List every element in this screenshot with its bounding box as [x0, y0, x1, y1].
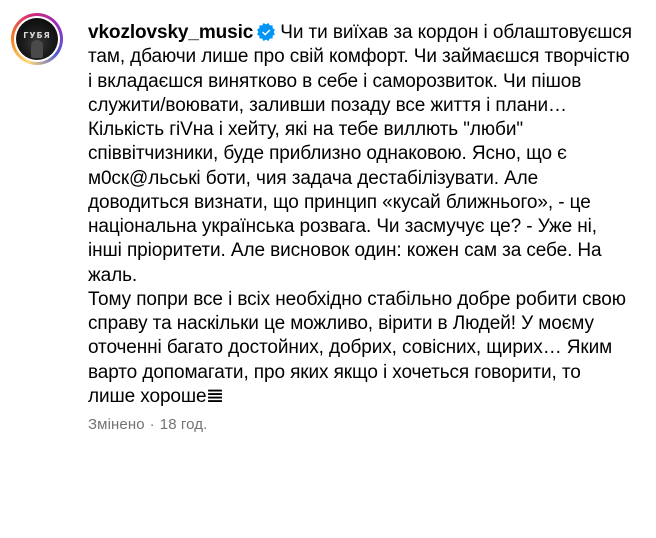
- avatar-story-gap: [14, 16, 60, 62]
- meta-separator: ·: [149, 416, 155, 433]
- avatar-logo-text: ГУБЯ: [23, 31, 51, 40]
- avatar-figure: [31, 40, 43, 58]
- comment-body: [88, 21, 633, 409]
- avatar-image: [16, 18, 58, 60]
- caption-text: Чи ти виїхав за кордон і облаштовуєшся там, дбаючи лише про свій комфорт. Чи займаєшся творчістю і вкладаєшся винятково в себе і саморозвиток. Чи пішов служити/воювати, заливши позаду все життя і плани… Кількість гіVна і хейту, які на тебе виллють "люби" співвітчизники, буде приблизно однаковою. Ясно, що є м0ск@льські боти, чия задача дестабілізувати. Але доводиться визнати, що принцип «кусай ближнього», - це національна українська розвага. Чи засмучує це? - Уже ні, інші пріоритети. Але висновок один: кожен сам за себе. На жаль. Тому попри все і всіх необхідно стабільно добре робити свою справу та наскільки це можливо, вірити в Людей! У моєму оточенні багато достойних, добрих, совісних, щирих… Яким варто допомагати, про яких якщо і хочеться говорити, то лише хороше𝌆: [88, 22, 632, 407]
- comment-meta: [88, 416, 207, 433]
- username-link[interactable]: vkozlovsky_music: [88, 22, 254, 43]
- profile-avatar[interactable]: [11, 13, 63, 65]
- verified-badge-icon: [257, 23, 275, 41]
- edited-label: Змінено: [88, 416, 145, 433]
- timestamp-link[interactable]: 18 год.: [159, 416, 208, 433]
